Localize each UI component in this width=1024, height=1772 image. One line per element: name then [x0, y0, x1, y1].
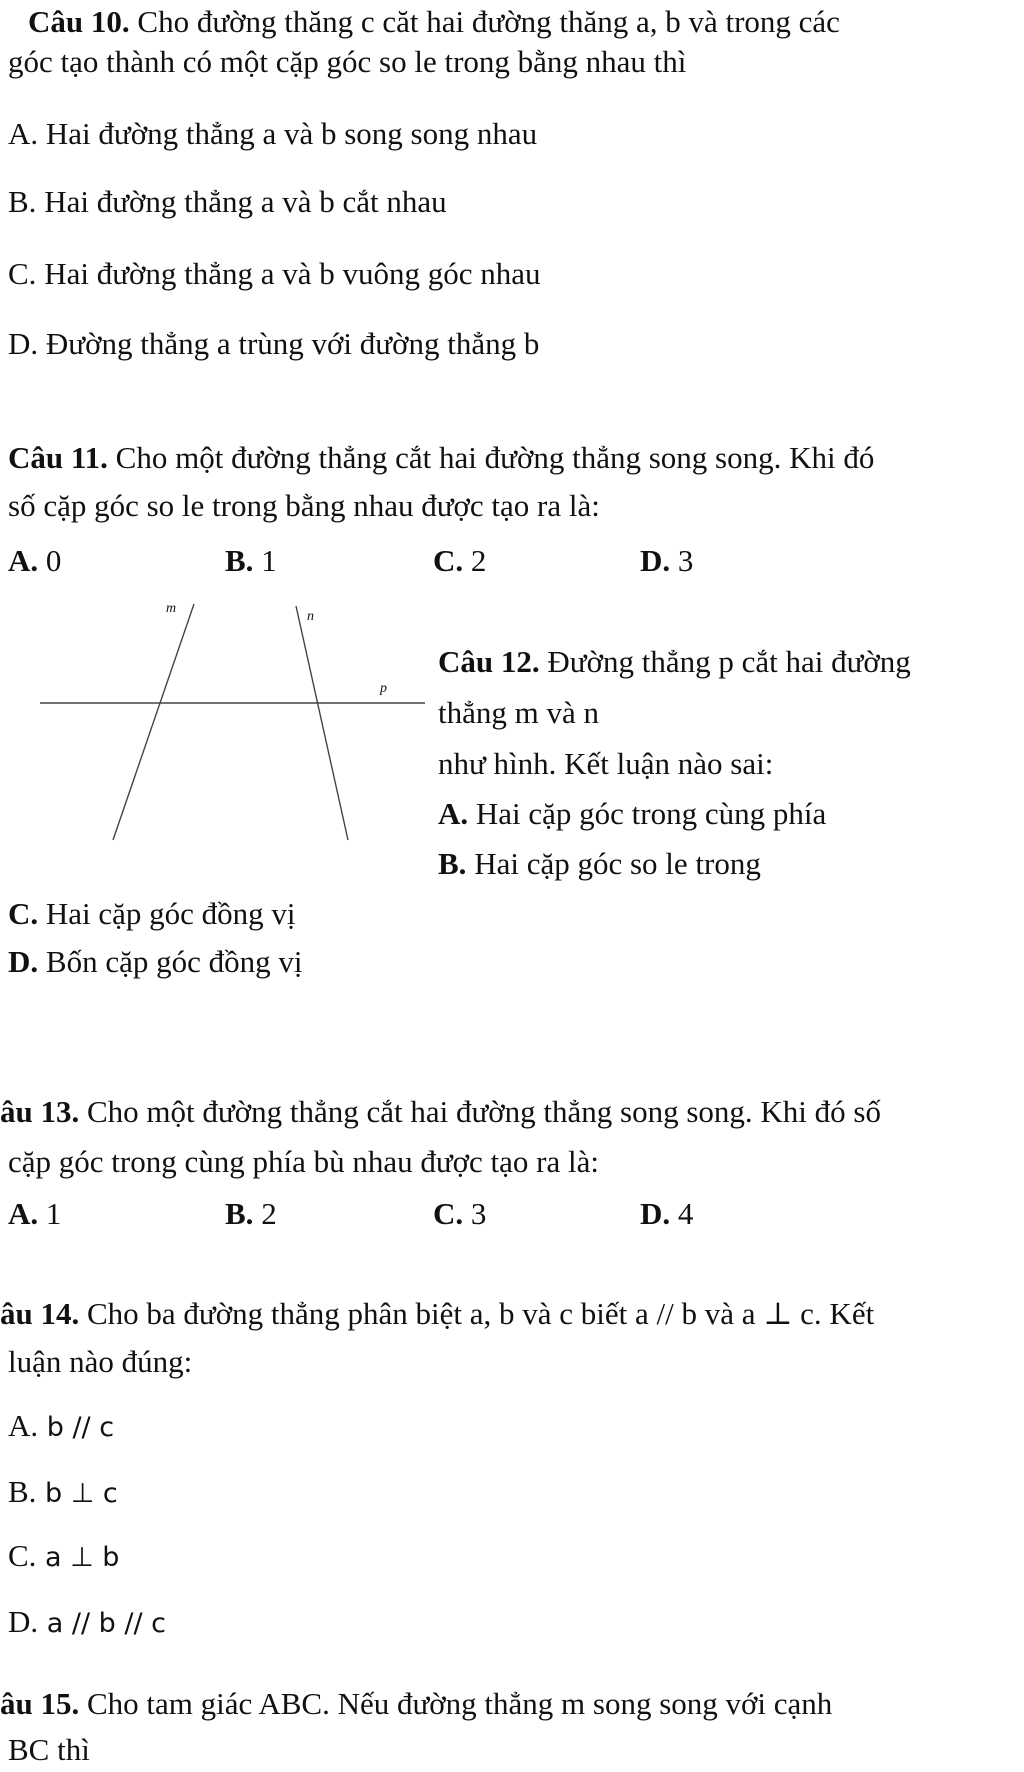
q12-stem-line1: Câu 12. Đường thẳng p cắt hai đường	[438, 644, 911, 679]
label-p: p	[380, 681, 387, 696]
q13-option-a: A. 1	[8, 1196, 62, 1231]
q13-option-d: D. 4	[640, 1196, 694, 1231]
q15-stem-line1: âu 15. Cho tam giác ABC. Nếu đường thẳng m song song với cạnh	[0, 1686, 833, 1721]
q10-stem-line1: Câu 10. Cho đường thăng c căt hai đường thăng a, b và trong các	[28, 4, 840, 39]
q14-option-b: B. b ⊥ c	[8, 1474, 118, 1509]
q10-stem-line2: góc tạo thành có một cặp góc so le trong bằng nhau thì	[8, 44, 687, 79]
q15-label: âu 15.	[0, 1686, 80, 1721]
q11-stem-line1: Câu 11. Cho một đường thẳng cắt hai đường thẳng song song. Khi đó	[8, 440, 875, 475]
q13-option-c: C. 3	[433, 1196, 487, 1231]
q12-option-a: A. Hai cặp góc trong cùng phía	[438, 796, 827, 831]
q12-label: Câu 12.	[438, 644, 540, 679]
q11-stem-line2: số cặp góc so le trong bằng nhau được tạo ra là:	[8, 488, 600, 523]
q10-option-d: D. Đường thẳng a trùng với đường thẳng b	[8, 326, 540, 361]
q11-label: Câu 11.	[8, 440, 108, 475]
q13-stem-line1: âu 13. Cho một đường thẳng cắt hai đường thẳng song song. Khi đó số	[0, 1094, 881, 1129]
label-m: m	[166, 601, 177, 616]
q10-option-a: A. Hai đường thẳng a và b song song nhau	[8, 116, 538, 151]
q15-stem-line2: BC thì	[8, 1732, 90, 1767]
q12-stem-line3: như hình. Kết luận nào sai:	[438, 746, 774, 781]
q14-stem-line2: luận nào đúng:	[8, 1344, 193, 1379]
q12-stem-line2: thẳng m và n	[438, 695, 599, 730]
q14-option-c: C. a ⊥ b	[8, 1538, 120, 1573]
q12-option-d: D. Bốn cặp góc đồng vị	[8, 944, 303, 979]
q13-label: âu 13.	[0, 1094, 80, 1129]
q10-label: Câu 10.	[28, 4, 130, 39]
q14-option-d: D. a // b // c	[8, 1604, 166, 1639]
q13-option-b: B. 2	[225, 1196, 277, 1231]
q14-label: âu 14.	[0, 1296, 80, 1331]
q14-option-a: A. b // c	[8, 1408, 115, 1443]
q11-option-c: C. 2	[433, 543, 487, 578]
line-n	[296, 606, 348, 840]
q12-figure	[0, 590, 430, 850]
q11-option-b: B. 1	[225, 543, 277, 578]
q12-option-c: C. Hai cặp góc đồng vị	[8, 896, 296, 931]
label-n: n	[307, 609, 314, 624]
q12-option-b: B. Hai cặp góc so le trong	[438, 846, 761, 881]
q11-option-d: D. 3	[640, 543, 694, 578]
line-m	[113, 604, 194, 840]
q10-option-c: C. Hai đường thẳng a và b vuông góc nhau	[8, 256, 541, 291]
q13-stem-line2: cặp góc trong cùng phía bù nhau được tạo ra là:	[8, 1144, 599, 1179]
q10-option-b: B. Hai đường thẳng a và b cắt nhau	[8, 184, 447, 219]
q11-option-a: A. 0	[8, 543, 62, 578]
q14-stem-line1: âu 14. Cho ba đường thẳng phân biệt a, b và c biết a // b và a ⊥ c. Kết	[0, 1296, 875, 1331]
